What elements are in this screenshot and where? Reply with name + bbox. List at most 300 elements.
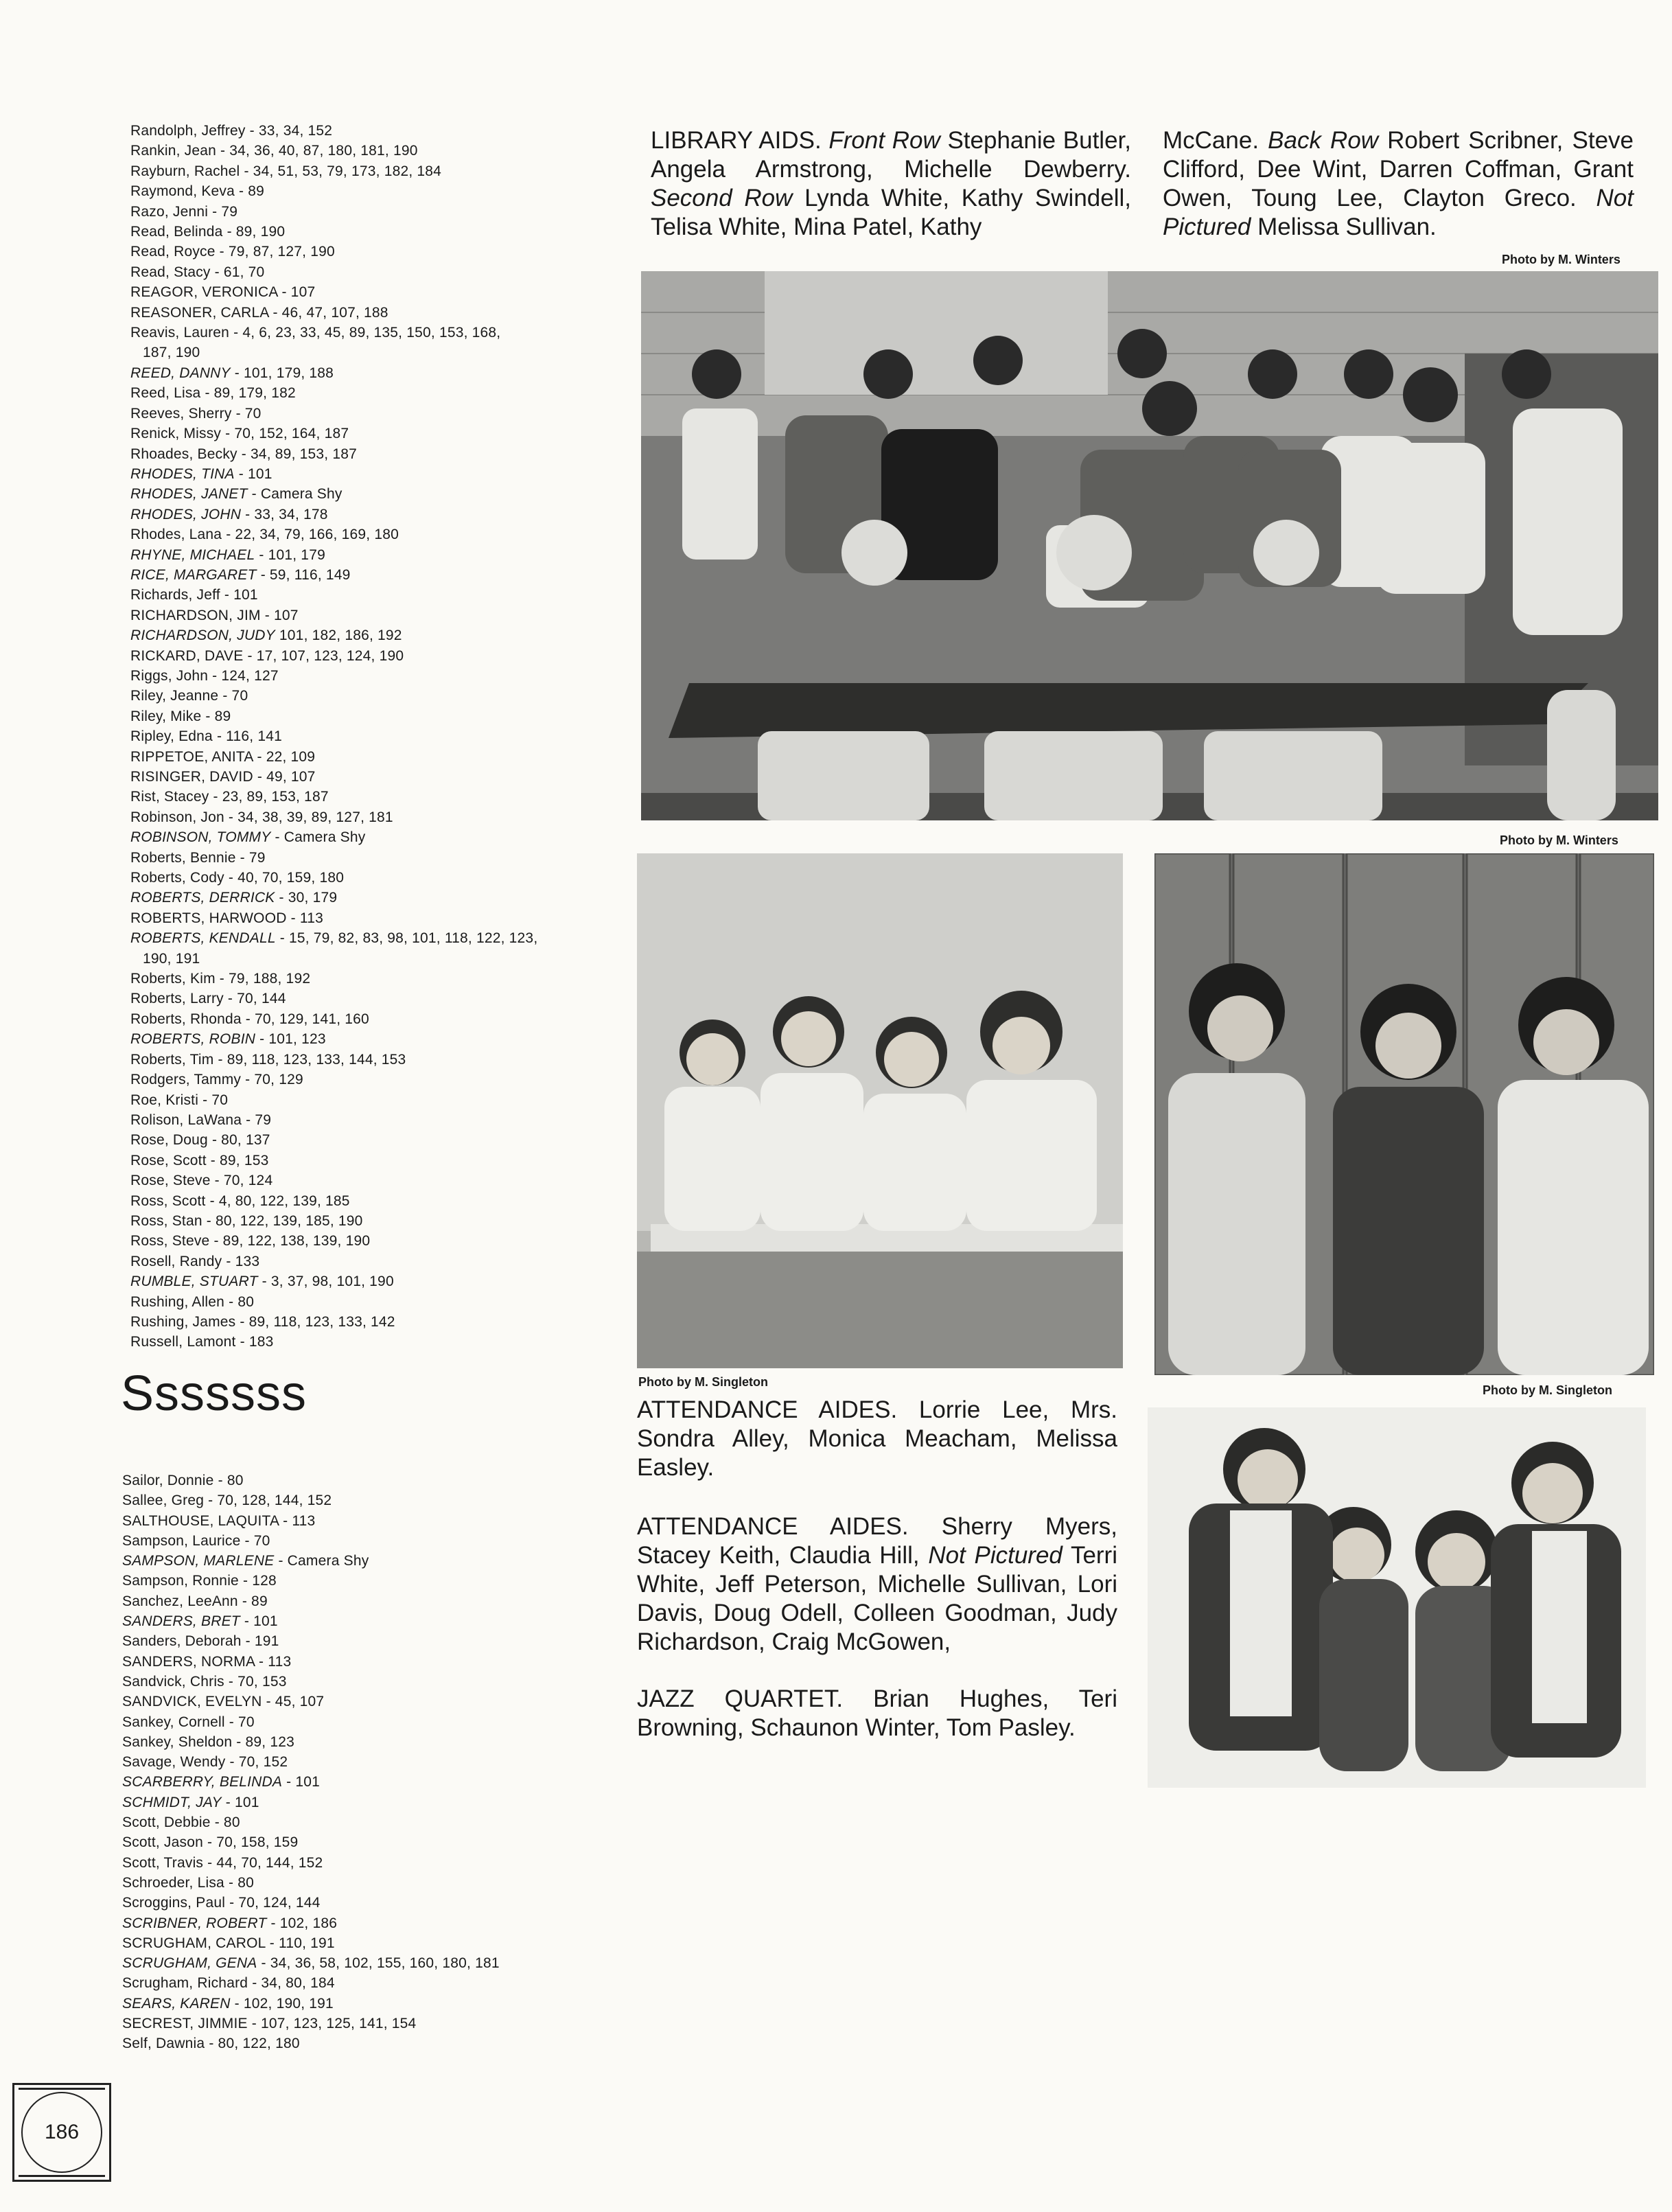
- index-entry-name: Roberts, Rhonda: [130, 1011, 242, 1027]
- index-entry-pages: - 70: [218, 688, 248, 704]
- index-entry-pages: - 70: [231, 405, 262, 422]
- caption-text: ATTENDANCE AIDES. Sherry Myers, Stacey Keith, Claudia Hill,: [637, 1513, 1117, 1569]
- index-entry-pages-continued: 190, 191: [143, 950, 200, 967]
- index-entry-pages: - 70, 153: [224, 1673, 287, 1690]
- index-entry-name: REASONER, CARLA: [130, 304, 269, 321]
- index-entry: [122, 1752, 616, 1772]
- index-entry-pages: - Camera Shy: [247, 486, 342, 503]
- index-entry-pages: - 46, 47, 107, 188: [268, 304, 388, 321]
- index-entry-name: Rolison, LaWana: [130, 1111, 242, 1128]
- index-entry-name: Sankey, Sheldon: [122, 1733, 233, 1750]
- index-entry: [130, 666, 611, 686]
- index-entry-name: Russell, Lamont: [130, 1334, 236, 1350]
- index-entry-pages: - 183: [235, 1334, 274, 1350]
- index-entry-name: SANDERS, BRET: [122, 1613, 240, 1630]
- index-entry-pages: - 80, 137: [207, 1132, 270, 1149]
- index-entry-pages: - 89, 122, 138, 139, 190: [209, 1233, 371, 1249]
- index-entry-name: Sankey, Cornell: [122, 1714, 225, 1730]
- index-entry: [130, 424, 611, 443]
- library-aids-photo: [641, 271, 1658, 820]
- index-entry-name: Ross, Steve: [130, 1233, 210, 1249]
- index-s-container: [122, 1380, 616, 2054]
- index-entry-pages: - 70: [240, 1532, 270, 1549]
- index-entry: [122, 2034, 616, 2053]
- index-entry: [130, 161, 611, 181]
- index-entry: [122, 1793, 616, 1812]
- index-entry: [130, 726, 611, 746]
- caption-text: Lynda White, Kathy Swindell, Telisa White, Mina Patel, Kathy: [651, 185, 1132, 240]
- index-entry: [130, 323, 611, 363]
- attendance-aides-photo-2: [1154, 853, 1654, 1375]
- index-entry: [130, 525, 611, 544]
- index-entry-pages: - 45, 107: [262, 1694, 325, 1710]
- index-entry-name: Sallee, Greg: [122, 1493, 205, 1509]
- index-entry: [122, 1631, 616, 1651]
- index-entry-pages: - 70, 152: [225, 1754, 288, 1771]
- index-entry-name: Read, Royce: [130, 244, 216, 260]
- caption-text: Stephanie Butler, Angela Armstrong, Michelle Dewberry.: [651, 127, 1131, 183]
- index-entry-name: Sampson, Ronnie: [122, 1573, 239, 1589]
- page-number: 186: [21, 2092, 102, 2173]
- index-entry-pages: - 128: [238, 1573, 277, 1589]
- index-entry-pages: - 59, 116, 149: [256, 566, 351, 583]
- index-entry-pages: - 49, 107: [253, 769, 316, 785]
- index-entry: [130, 404, 611, 424]
- index-entry-pages: - 101: [282, 1774, 321, 1790]
- index-entry: [130, 202, 611, 222]
- caption-text: Terri White, Jeff Peterson, Michelle Sullivan, Lori Davis, Doug Odell, Colleen Goodman, Judy Richardson, Craig McGowen,: [637, 1542, 1117, 1655]
- index-entry-name: Riggs, John: [130, 667, 209, 684]
- index-entry-pages: - Camera Shy: [274, 1553, 369, 1569]
- index-entry-name: Rankin, Jean: [130, 143, 216, 159]
- index-entry-pages: - 70, 152, 164, 187: [221, 426, 349, 442]
- index-entry: [130, 464, 611, 484]
- index-entry-name: Riley, Jeanne: [130, 688, 219, 704]
- index-entry-pages: - 44, 70, 144, 152: [203, 1854, 323, 1871]
- index-entry: [122, 1732, 616, 1752]
- caption-text: LIBRARY AIDS.: [651, 127, 829, 154]
- index-entry: [122, 1511, 616, 1531]
- index-entry-name: REED, DANNY: [130, 365, 231, 381]
- index-entry-pages: - 133: [222, 1253, 260, 1269]
- attendance-aides-photo-1: [637, 853, 1123, 1368]
- index-entry-name: Rodgers, Tammy: [130, 1072, 242, 1088]
- index-entry-name: Schroeder, Lisa: [122, 1874, 224, 1891]
- index-entry-name: Rushing, Allen: [130, 1293, 225, 1310]
- index-entry-pages: - 3, 37, 98, 101, 190: [257, 1274, 394, 1290]
- index-entry-pages: - 101: [220, 587, 258, 603]
- index-entry-pages: - 102, 190, 191: [230, 1995, 334, 2012]
- index-entry-pages-continued: 187, 190: [143, 345, 200, 361]
- index-entry: [130, 1312, 611, 1332]
- index-entry-name: Rushing, James: [130, 1313, 236, 1330]
- index-entry-pages: - 70, 124, 144: [225, 1895, 321, 1911]
- caption-text: Robert Scribner, Steve Clifford, Dee Wint, Darren Coffman, Grant Owen, Toung Lee, Clayton Greco.: [1163, 127, 1634, 211]
- caption-text: ATTENDANCE AIDES. Lorrie Lee, Mrs. Sondra Alley, Monica Meacham, Melissa Easley.: [637, 1396, 1117, 1481]
- index-entry-name: SANDVICK, EVELYN: [122, 1694, 262, 1710]
- index-entry: [130, 868, 611, 888]
- index-entry-pages: - 110, 191: [265, 1935, 335, 1951]
- index-entry-name: Riley, Mike: [130, 708, 202, 724]
- index-entry-name: Scroggins, Paul: [122, 1895, 226, 1911]
- caption-text: JAZZ QUARTET. Brian Hughes, Teri Browning, Schaunon Winter, Tom Pasley.: [637, 1685, 1117, 1741]
- index-entry-name: Raymond, Keva: [130, 183, 235, 200]
- index-entry-pages: - 101, 179: [255, 546, 325, 563]
- caption-text: Melissa Sullivan.: [1251, 214, 1437, 240]
- index-entry-pages: - 79: [208, 203, 238, 220]
- index-entry-pages: - 34, 80, 184: [248, 1975, 335, 1992]
- index-entry-pages: - 79: [235, 849, 266, 866]
- index-entry-name: Roberts, Tim: [130, 1051, 214, 1068]
- index-entry-pages: - 22, 109: [253, 748, 316, 765]
- index-entry: [130, 767, 611, 787]
- index-entry: [130, 1130, 611, 1150]
- index-entry-name: Rist, Stacey: [130, 789, 209, 805]
- index-entry-name: ROBERTS, ROBIN: [130, 1031, 256, 1048]
- caption-emphasis: Not Pictured: [928, 1542, 1063, 1569]
- photo-credit: Photo by M. Winters: [1502, 253, 1621, 266]
- caption-jazz-quartet: [637, 1685, 1117, 1742]
- index-entry-name: Reavis, Lauren: [130, 325, 230, 341]
- index-entry-pages: - 89, 123: [232, 1733, 294, 1750]
- index-entry-pages: - 70, 124: [210, 1173, 273, 1189]
- index-entry: [130, 706, 611, 726]
- index-entry: [130, 969, 611, 989]
- index-entry-name: Sanders, Deborah: [122, 1633, 242, 1650]
- photo-credit: Photo by M. Winters: [1500, 833, 1618, 847]
- index-entry-pages: - 34, 36, 58, 102, 155, 160, 180, 181: [257, 1955, 500, 1972]
- index-entry: [130, 1009, 611, 1029]
- index-entry: [122, 1551, 616, 1571]
- index-entry: [122, 2014, 616, 2034]
- index-entry-name: RICKARD, DAVE: [130, 647, 244, 664]
- index-entry-name: Scott, Debbie: [122, 1814, 211, 1831]
- index-entry-pages: - 80: [224, 1293, 255, 1310]
- index-entry-name: Rosell, Randy: [130, 1253, 222, 1269]
- index-entry-name: RUMBLE, STUART: [130, 1274, 258, 1290]
- index-entry: [130, 625, 611, 645]
- index-entry: [130, 282, 611, 302]
- index-entry-name: Scrugham, Richard: [122, 1975, 248, 1992]
- index-entry-pages: - 101: [234, 465, 272, 482]
- index-entry-pages: - 113: [279, 1512, 316, 1529]
- index-entry-pages: - 101: [221, 1794, 259, 1810]
- index-entry: [130, 1252, 611, 1271]
- index-entry-name: Richards, Jeff: [130, 587, 220, 603]
- index-entry: [130, 1332, 611, 1352]
- index-entry-pages: - 33, 34, 178: [241, 506, 328, 522]
- index-entry: [130, 888, 611, 908]
- index-entry-pages: - 34, 89, 153, 187: [237, 446, 357, 462]
- index-entry-pages: - 89, 153: [206, 1152, 269, 1168]
- index-entry: [130, 827, 611, 847]
- index-entry-name: SANDERS, NORMA: [122, 1653, 255, 1670]
- index-entry: [130, 1050, 611, 1070]
- index-entry-name: Self, Dawnia: [122, 2036, 205, 2052]
- index-entry: [130, 747, 611, 767]
- index-entry: [130, 222, 611, 242]
- index-entry: [122, 1692, 616, 1712]
- index-entry-name: ROBERTS, KENDALL: [130, 930, 276, 947]
- index-entry: [130, 1211, 611, 1231]
- index-entry: [130, 807, 611, 827]
- index-entry: [122, 1712, 616, 1732]
- index-entry: [122, 1913, 616, 1933]
- caption-library-aids-b: [1163, 126, 1634, 242]
- index-entry-pages: - 80: [213, 1473, 244, 1488]
- index-entry-name: Rose, Scott: [130, 1152, 207, 1168]
- index-entry: [122, 1571, 616, 1591]
- index-entry-pages: - 79, 188, 192: [215, 971, 311, 987]
- caption-emphasis: Second Row: [651, 185, 793, 211]
- index-entry: [122, 1591, 616, 1611]
- index-entry-name: Rhodes, Lana: [130, 527, 222, 543]
- index-entry-name: RHODES, JANET: [130, 486, 248, 503]
- index-entry: [130, 545, 611, 565]
- index-entry-name: SCRUGHAM, GENA: [122, 1955, 257, 1972]
- index-entry-pages: - 89: [201, 708, 231, 724]
- index-entry-name: SALTHOUSE, LAQUITA: [122, 1512, 279, 1529]
- index-entry-pages: - 4, 80, 122, 139, 185: [205, 1193, 350, 1209]
- index-entry-name: RHYNE, MICHAEL: [130, 546, 255, 563]
- index-entry-name: Renick, Missy: [130, 426, 222, 442]
- index-entry-pages: - 124, 127: [208, 667, 279, 684]
- index-entry: [130, 181, 611, 201]
- index-entry: [130, 1151, 611, 1171]
- index-entry: [130, 1191, 611, 1211]
- index-entry-name: Read, Belinda: [130, 224, 223, 240]
- index-entry-pages: - 107: [260, 607, 299, 623]
- index-entry-pages: - 89: [235, 183, 265, 200]
- index-entry: [122, 1531, 616, 1551]
- index-entry-name: Reed, Lisa: [130, 385, 201, 402]
- index-entry-name: SCHMIDT, JAY: [122, 1794, 222, 1810]
- index-entry: [122, 1611, 616, 1631]
- index-entry-pages: - 79, 87, 127, 190: [215, 244, 335, 260]
- index-entry-pages: - 107: [277, 284, 316, 301]
- index-entry-name: Sampson, Laurice: [122, 1532, 241, 1549]
- index-entry: [122, 1471, 616, 1490]
- index-entry-pages: - 34, 38, 39, 89, 127, 181: [224, 809, 393, 825]
- index-entry-pages: - 70, 129, 141, 160: [241, 1011, 369, 1027]
- index-entry: [130, 363, 611, 383]
- index-entry: [130, 848, 611, 868]
- index-entry-pages: - 30, 179: [275, 890, 338, 906]
- caption-text: McCane.: [1163, 127, 1268, 154]
- index-entry: [130, 141, 611, 161]
- index-entry: [130, 606, 611, 625]
- index-entry-name: Sailor, Donnie: [122, 1473, 214, 1488]
- index-entry-pages: - 80, 122, 139, 185, 190: [202, 1212, 363, 1229]
- index-entry-name: SEARS, KAREN: [122, 1995, 231, 2012]
- index-entry-name: Randolph, Jeffrey: [130, 123, 246, 139]
- index-entry: [130, 585, 611, 605]
- index-entry-pages: - 4, 6, 23, 33, 45, 89, 135, 150, 153, 168,: [229, 325, 501, 341]
- index-entry-name: RHODES, JOHN: [130, 506, 242, 522]
- index-entry-pages: - 70: [198, 1092, 229, 1108]
- index-entry-name: Sandvick, Chris: [122, 1673, 224, 1690]
- index-entry-name: Rhoades, Becky: [130, 446, 237, 462]
- index-entry-name: SCARBERRY, BELINDA: [122, 1774, 283, 1790]
- index-entry-pages: - 15, 79, 82, 83, 98, 101, 118, 122, 123,: [275, 930, 538, 947]
- index-entry-name: Roberts, Kim: [130, 971, 216, 987]
- index-entry-name: Reeves, Sherry: [130, 405, 232, 422]
- index-entry-pages: - 89: [237, 1593, 268, 1609]
- caption-emphasis: Back Row: [1268, 127, 1379, 154]
- jazz-quartet-photo: [1148, 1407, 1646, 1788]
- index-entry-name: RICE, MARGARET: [130, 566, 257, 583]
- index-entry-name: SCRIBNER, ROBERT: [122, 1915, 267, 1931]
- index-entry: [130, 505, 611, 525]
- index-entry-name: Savage, Wendy: [122, 1754, 226, 1771]
- index-entry-name: Rayburn, Rachel: [130, 163, 240, 179]
- index-entry-pages: - 80: [224, 1874, 254, 1891]
- index-entry-name: Read, Stacy: [130, 264, 211, 280]
- photo-credit: Photo by M. Singleton: [638, 1375, 768, 1389]
- index-entry-name: Ross, Scott: [130, 1193, 206, 1209]
- caption-library-aids-a: [651, 126, 1131, 242]
- index-entry: [130, 262, 611, 282]
- index-entry-pages: - 70, 158, 159: [202, 1834, 299, 1851]
- index-s-list: [122, 1471, 616, 2054]
- index-entry-pages: - 116, 141: [212, 728, 282, 745]
- index-entry-name: RICHARDSON, JUDY: [130, 627, 275, 644]
- index-entry: [122, 1853, 616, 1873]
- index-entry-pages: - Camera Shy: [270, 829, 366, 846]
- index-entry-pages: - 89, 118, 123, 133, 142: [235, 1313, 395, 1330]
- index-entry: [130, 1090, 611, 1110]
- index-entry-pages: - 22, 34, 79, 166, 169, 180: [222, 527, 399, 543]
- page-number-box: [12, 2083, 111, 2182]
- index-entry-pages: 101, 182, 186, 192: [275, 627, 402, 644]
- index-entry: [130, 484, 611, 504]
- index-entry-pages: - 89, 118, 123, 133, 144, 153: [213, 1051, 406, 1068]
- index-entry-pages: - 70, 129: [241, 1072, 303, 1088]
- index-entry: [122, 1873, 616, 1893]
- index-entry-pages: - 79: [242, 1111, 272, 1128]
- index-entry: [130, 444, 611, 464]
- index-entry-name: Roberts, Larry: [130, 991, 224, 1007]
- index-entry-name: Scott, Travis: [122, 1854, 204, 1871]
- index-entry: [130, 686, 611, 706]
- index-entry: [130, 928, 611, 969]
- index-entry-pages: - 33, 34, 152: [245, 123, 333, 139]
- index-entry-name: RICHARDSON, JIM: [130, 607, 261, 623]
- index-entry: [122, 1953, 616, 1973]
- index-r-list: [130, 121, 611, 1352]
- index-entry-name: Robinson, Jon: [130, 809, 224, 825]
- index-entry-pages: - 101, 179, 188: [230, 365, 334, 381]
- index-entry-name: RISINGER, DAVID: [130, 769, 253, 785]
- index-entry-name: Razo, Jenni: [130, 203, 209, 220]
- index-entry: [122, 1490, 616, 1510]
- index-entry: [122, 1652, 616, 1672]
- index-entry-pages: - 191: [241, 1633, 279, 1650]
- index-entry: [122, 1772, 616, 1792]
- index-entry-pages: - 40, 70, 159, 180: [224, 870, 345, 886]
- index-entry: [130, 1029, 611, 1049]
- index-entry: [130, 1292, 611, 1312]
- index-entry-name: Ross, Stan: [130, 1212, 202, 1229]
- index-entry: [122, 1893, 616, 1913]
- index-entry: [130, 787, 611, 807]
- index-entry-pages: - 70: [224, 1714, 255, 1730]
- index-entry: [130, 646, 611, 666]
- index-entry: [130, 1271, 611, 1291]
- index-entry-pages: - 17, 107, 123, 124, 190: [243, 647, 404, 664]
- index-entry-pages: - 89, 179, 182: [200, 385, 296, 402]
- index-entry-name: ROBERTS, HARWOOD: [130, 910, 287, 926]
- index-entry-name: Roe, Kristi: [130, 1092, 199, 1108]
- caption-attendance-2: [637, 1512, 1117, 1657]
- index-entry: [130, 908, 611, 928]
- index-entry-pages: - 80: [210, 1814, 240, 1831]
- index-entry-pages: - 34, 36, 40, 87, 180, 181, 190: [216, 143, 418, 159]
- index-entry: [122, 1812, 616, 1832]
- index-entry-pages: - 102, 186: [266, 1915, 338, 1931]
- index-entry: [130, 565, 611, 585]
- index-entry-name: RIPPETOE, ANITA: [130, 748, 253, 765]
- index-entry-pages: - 61, 70: [210, 264, 265, 280]
- index-entry: [122, 1973, 616, 1993]
- index-entry-name: Scott, Jason: [122, 1834, 203, 1851]
- index-entry-pages: - 80, 122, 180: [205, 2036, 300, 2052]
- index-entry-pages: - 89, 190: [222, 224, 286, 240]
- index-entry-pages: - 70, 144: [223, 991, 286, 1007]
- index-entry: [130, 242, 611, 262]
- index-entry-name: Ripley, Edna: [130, 728, 213, 745]
- index-entry-pages: - 23, 89, 153, 187: [209, 789, 329, 805]
- index-entry-pages: - 70, 128, 144, 152: [204, 1493, 332, 1509]
- index-entry: [122, 1832, 616, 1852]
- index-entry-name: SCRUGHAM, CAROL: [122, 1935, 266, 1951]
- index-entry-name: Rose, Steve: [130, 1173, 211, 1189]
- caption-attendance-1: [637, 1396, 1117, 1482]
- index-entry: [130, 1110, 611, 1130]
- photo-credit: Photo by M. Singleton: [1483, 1383, 1612, 1397]
- index-entry-name: ROBINSON, TOMMY: [130, 829, 271, 846]
- caption-emphasis: Not Pictured: [1163, 185, 1634, 240]
- index-entry-name: Rose, Doug: [130, 1132, 208, 1149]
- page-number-rule: [19, 2088, 105, 2090]
- index-entry: [122, 1672, 616, 1692]
- index-entry-pages: - 107, 123, 125, 141, 154: [247, 2016, 417, 2032]
- caption-emphasis: Front Row: [828, 127, 940, 154]
- index-entry-name: SAMPSON, MARLENE: [122, 1553, 275, 1569]
- index-entry-pages: - 101, 123: [255, 1031, 326, 1048]
- index-entry-name: SECREST, JIMMIE: [122, 2016, 248, 2032]
- index-entry-name: Roberts, Bennie: [130, 849, 236, 866]
- index-entry-name: Roberts, Cody: [130, 870, 224, 886]
- index-entry: [130, 989, 611, 1009]
- index-entry: [130, 1231, 611, 1251]
- index-entry-pages: - 101: [240, 1613, 278, 1630]
- index-entry-name: Sanchez, LeeAnn: [122, 1593, 238, 1609]
- index-entry: [122, 1933, 616, 1953]
- index-entry-pages: - 113: [286, 910, 323, 926]
- index-entry: [122, 1994, 616, 2014]
- index-entry-name: ROBERTS, DERRICK: [130, 890, 275, 906]
- letter-heading: Sssssss: [121, 1366, 307, 1421]
- page-number-rule: [19, 2175, 105, 2177]
- index-entry-pages: - 34, 51, 53, 79, 173, 182, 184: [240, 163, 442, 179]
- index-entry: [130, 121, 611, 141]
- index-entry-name: REAGOR, VERONICA: [130, 284, 278, 301]
- index-entry-name: RHODES, TINA: [130, 465, 235, 482]
- index-entry: [130, 303, 611, 323]
- index-entry-pages: - 113: [255, 1653, 292, 1670]
- index-entry: [130, 1171, 611, 1190]
